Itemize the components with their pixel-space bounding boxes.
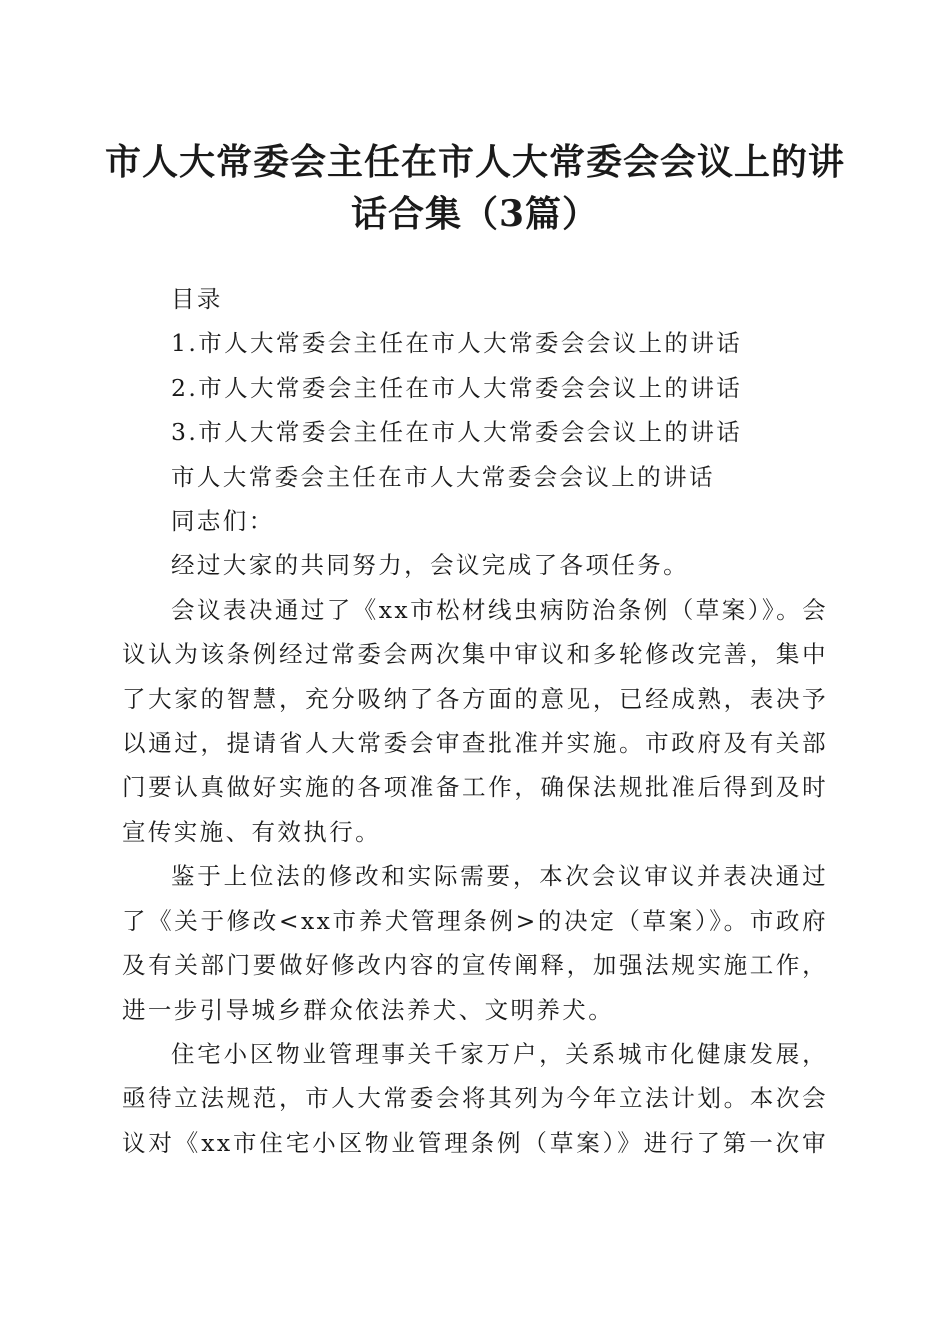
toc-item: 1.市人大常委会主任在市人大常委会会议上的讲话 [171,329,743,358]
document-body [122,277,828,1165]
body-paragraph: 住宅小区物业管理事关千家万户，关系城市化健康发展，亟待立法规范，市人大常委会将其列为今年立法计划。本次会议对《xx市住宅小区物业管理条例（草案）》进行了第一次审 [122,1039,828,1157]
body-paragraph: 经过大家的共同努力，会议完成了各项任务。 [171,551,689,580]
salutation: 同志们： [171,507,275,536]
toc-heading: 目录 [171,285,223,313]
body-paragraph: 会议表决通过了《xx市松材线虫病防治条例（草案）》。会议认为该条例经过常委会两次集中审议和多轮修改完善，集中了大家的智慧，充分吸纳了各方面的意见，已经成熟，表决予以通过，提请省人大常委会审查批准并实施。市政府及有关部门要认真做好实施的各项准备工作，确保法规批准后得到及时宣传实施、有效执行。 [122,595,828,846]
toc-item: 3.市人大常委会主任在市人大常委会会议上的讲话 [171,418,743,447]
speech-title: 市人大常委会主任在市人大常委会会议上的讲话 [171,462,715,491]
body-paragraph: 鉴于上位法的修改和实际需要，本次会议审议并表决通过了《关于修改<xx市养犬管理条例>的决定（草案）》。市政府及有关部门要做好修改内容的宣传阐释，加强法规实施工作，进一步引导城乡群众依法养犬、文明养犬。 [122,862,828,1024]
toc-item: 2.市人大常委会主任在市人大常委会会议上的讲话 [171,373,743,402]
document-title: 市人大常委会主任在市人大常委会会议上的讲话合集（3篇） [104,141,845,235]
